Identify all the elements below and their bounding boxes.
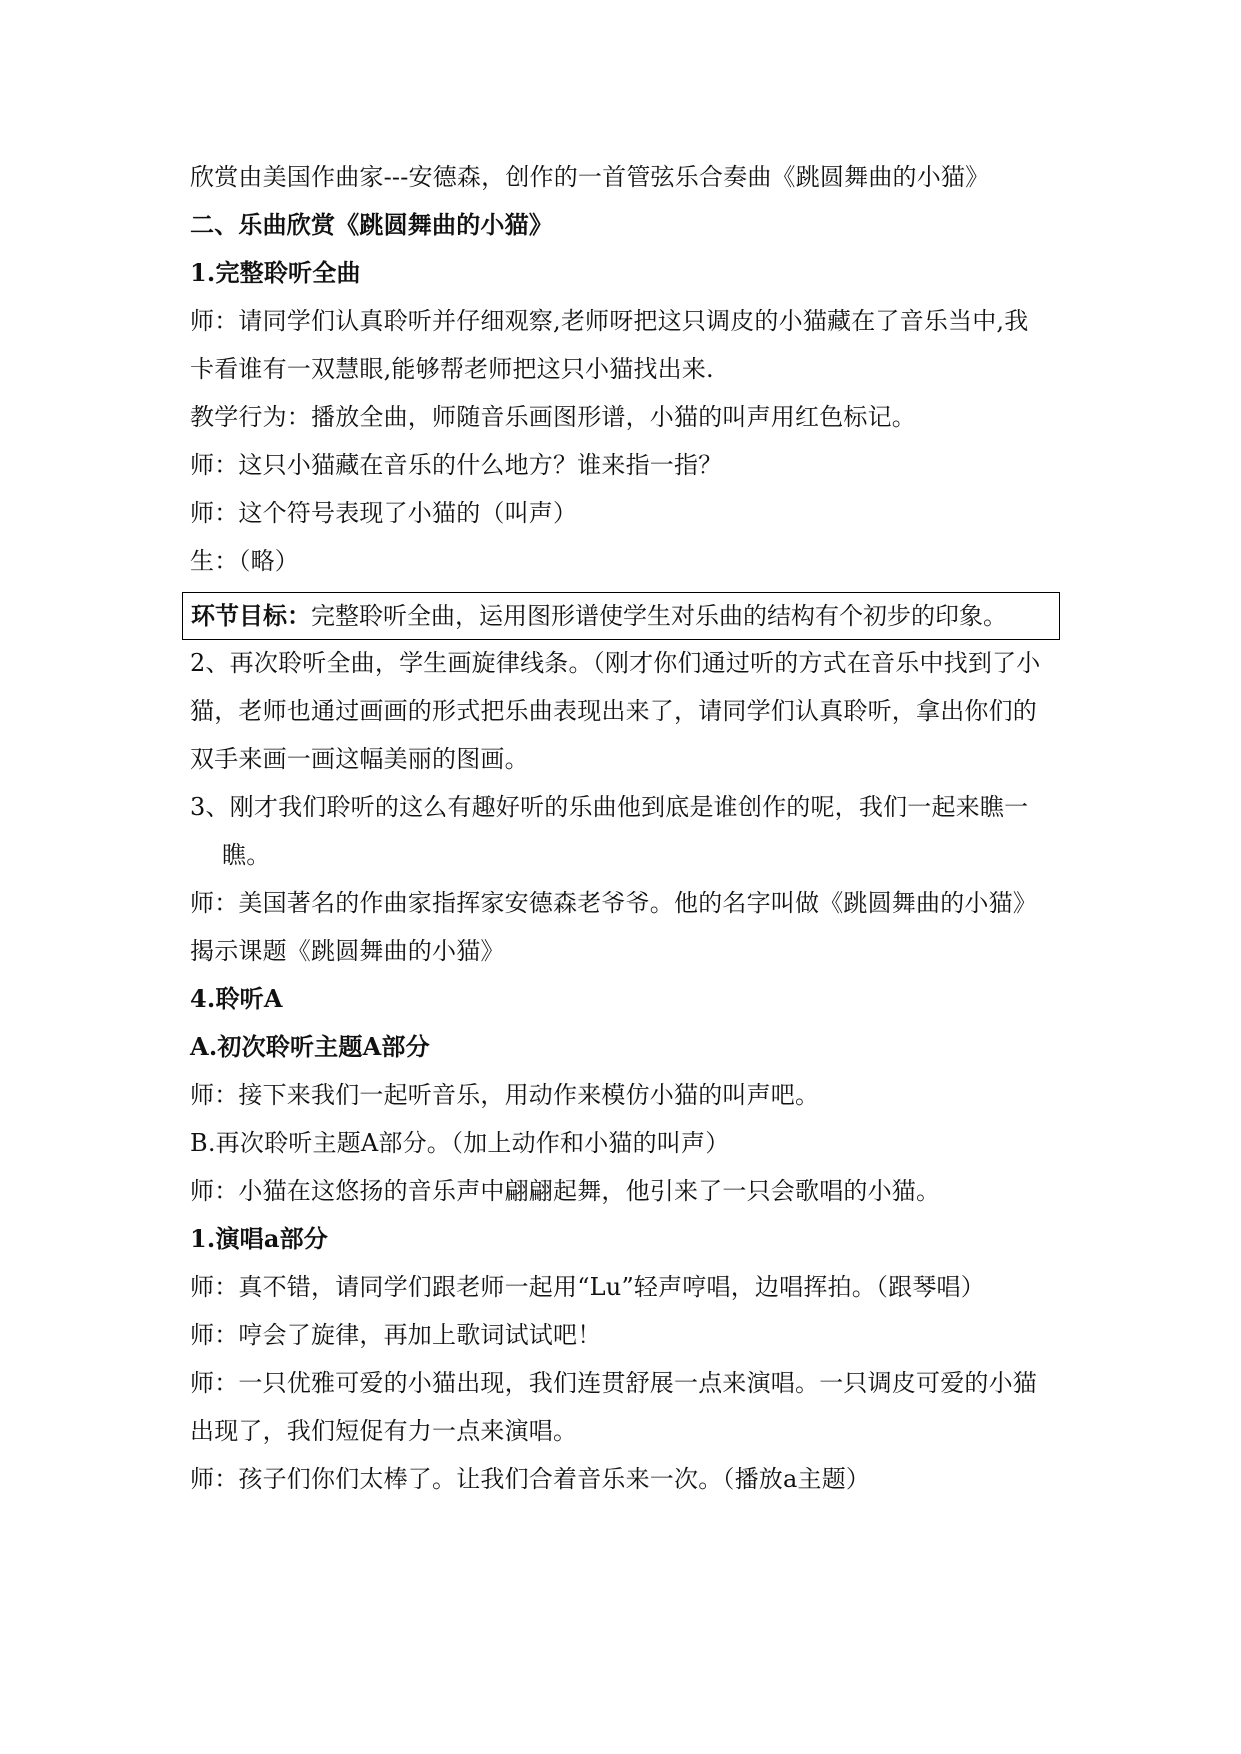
step-heading: 1.完整聆听全曲 xyxy=(190,258,361,287)
paragraph-line: 出现了，我们短促有力一点来演唱。 xyxy=(190,1417,578,1445)
paragraph-line: 师：孩子们你们太棒了。让我们合着音乐来一次。（播放a主题） xyxy=(190,1465,871,1493)
sub-heading: A.初次聆听主题A部分 xyxy=(190,1032,430,1061)
paragraph-line: 双手来画一画这幅美丽的图画。 xyxy=(190,745,529,773)
paragraph-line: 2、再次聆听全曲，学生画旋律线条。（刚才你们通过听的方式在音乐中找到了小 xyxy=(190,649,1041,677)
paragraph-line: 师：小猫在这悠扬的音乐声中翩翩起舞，他引来了一只会歌唱的小猫。 xyxy=(190,1177,941,1205)
paragraph-line: 教学行为：播放全曲，师随音乐画图形谱，小猫的叫声用红色标记。 xyxy=(190,403,916,431)
section-heading: 二、乐曲欣赏《跳圆舞曲的小猫》 xyxy=(190,210,553,239)
paragraph-line: 师：这只小猫藏在音乐的什么地方？谁来指一指？ xyxy=(190,451,723,479)
paragraph-line: 师：哼会了旋律，再加上歌词试试吧！ xyxy=(190,1321,602,1349)
paragraph-line: 卡看谁有一双慧眼,能够帮老师把这只小猫找出来. xyxy=(190,355,714,383)
goal-label: 环节目标： xyxy=(191,601,311,630)
paragraph-line: 猫，老师也通过画画的形式把乐曲表现出来了，请同学们认真聆听，拿出你们的 xyxy=(190,697,1037,725)
paragraph-line: 生：（略） xyxy=(190,547,299,575)
paragraph-line: 揭示课题《跳圆舞曲的小猫》 xyxy=(190,937,505,965)
paragraph-line: 师：真不错，请同学们跟老师一起用“Lu”轻声哼唱，边唱挥拍。（跟琴唱） xyxy=(190,1273,985,1301)
paragraph-line: 师：请同学们认真聆听并仔细观察,老师呀把这只调皮的小猫藏在了音乐当中,我 xyxy=(190,307,1029,335)
goal-box xyxy=(182,592,1060,640)
paragraph-line: 3、刚才我们聆听的这么有趣好听的乐曲他到底是谁创作的呢，我们一起来瞧一 xyxy=(190,793,1029,821)
goal-box-content xyxy=(191,599,1007,633)
paragraph-line: 师：美国著名的作曲家指挥家安德森老爷爷。他的名字叫做《跳圆舞曲的小猫》 xyxy=(190,889,1037,917)
intro-line: 欣赏由美国作曲家---安德森，创作的一首管弦乐合奏曲《跳圆舞曲的小猫》 xyxy=(190,163,990,191)
paragraph-line: 瞧。 xyxy=(222,841,271,869)
paragraph-line: 师：这个符号表现了小猫的（叫声） xyxy=(190,499,578,527)
paragraph-line: 师：接下来我们一起听音乐，用动作来模仿小猫的叫声吧。 xyxy=(190,1081,820,1109)
paragraph-line: B.再次聆听主题A部分。（加上动作和小猫的叫声） xyxy=(190,1129,730,1157)
step-heading: 1.演唱a部分 xyxy=(190,1224,329,1253)
paragraph-line: 师：一只优雅可爱的小猫出现，我们连贯舒展一点来演唱。一只调皮可爱的小猫 xyxy=(190,1369,1037,1397)
goal-text: 完整聆听全曲，运用图形谱使学生对乐曲的结构有个初步的印象。 xyxy=(311,602,1007,630)
step-heading: 4.聆听A xyxy=(190,984,283,1013)
